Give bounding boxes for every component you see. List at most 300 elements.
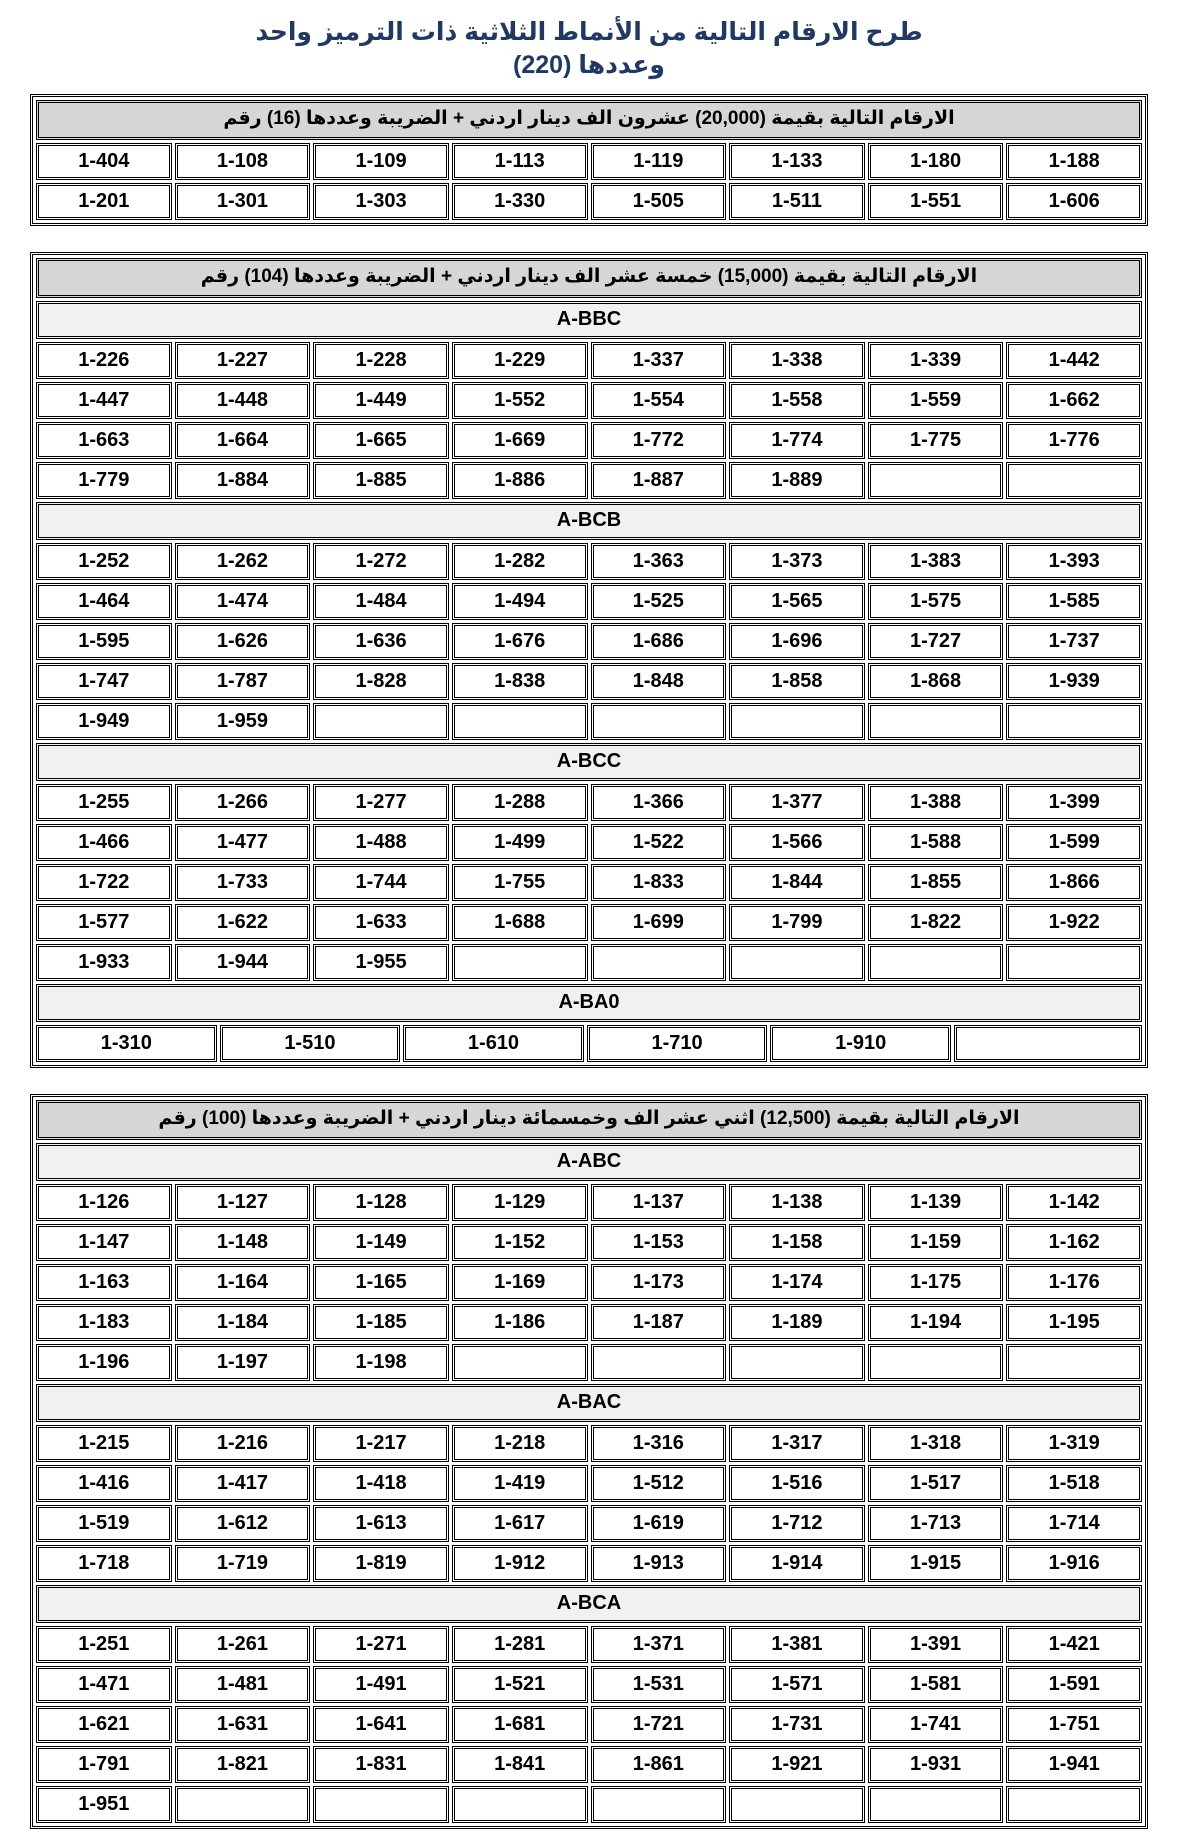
- number-cell[interactable]: 1-169: [452, 1264, 588, 1301]
- number-cell[interactable]: 1-108: [175, 143, 311, 180]
- price-section: [30, 252, 1148, 1068]
- number-grid: [36, 543, 1142, 740]
- table-row: [36, 944, 1142, 981]
- number-cell[interactable]: 1-152: [452, 1224, 588, 1261]
- number-cell[interactable]: 1-218: [452, 1425, 588, 1462]
- number-cell[interactable]: 1-330: [452, 183, 588, 220]
- number-cell[interactable]: 1-779: [36, 462, 172, 499]
- number-cell[interactable]: 1-319: [1006, 1425, 1142, 1462]
- number-cell[interactable]: 1-109: [313, 143, 449, 180]
- number-cell[interactable]: 1-838: [452, 663, 588, 700]
- number-cell[interactable]: 1-149: [313, 1224, 449, 1261]
- number-cell[interactable]: 1-889: [729, 462, 865, 499]
- number-cell[interactable]: 1-933: [36, 944, 172, 981]
- number-cell[interactable]: 1-727: [868, 623, 1004, 660]
- number-cell[interactable]: 1-464: [36, 583, 172, 620]
- number-cell[interactable]: 1-610: [403, 1025, 584, 1062]
- number-cell[interactable]: 1-153: [591, 1224, 727, 1261]
- number-cell[interactable]: 1-885: [313, 462, 449, 499]
- number-cell[interactable]: 1-819: [313, 1545, 449, 1582]
- number-cell[interactable]: 1-922: [1006, 904, 1142, 941]
- table-row: [36, 1425, 1142, 1462]
- number-cell-empty: [1006, 1344, 1142, 1381]
- number-cell[interactable]: 1-164: [175, 1264, 311, 1301]
- number-cell[interactable]: 1-139: [868, 1184, 1004, 1221]
- number-cell[interactable]: 1-822: [868, 904, 1004, 941]
- number-cell[interactable]: 1-373: [729, 543, 865, 580]
- number-cell-empty: [868, 944, 1004, 981]
- number-cell[interactable]: 1-442: [1006, 342, 1142, 379]
- page-title: [0, 0, 1178, 92]
- number-cell[interactable]: 1-855: [868, 864, 1004, 901]
- number-cell[interactable]: 1-127: [175, 1184, 311, 1221]
- number-cell-empty: [313, 1786, 449, 1823]
- number-cell-empty: [175, 1786, 311, 1823]
- number-cell[interactable]: 1-448: [175, 382, 311, 419]
- number-cell[interactable]: 1-774: [729, 422, 865, 459]
- table-row: [36, 1304, 1142, 1341]
- number-cell[interactable]: 1-281: [452, 1626, 588, 1663]
- number-cell[interactable]: 1-710: [587, 1025, 768, 1062]
- number-cell[interactable]: 1-631: [175, 1706, 311, 1743]
- number-cell[interactable]: 1-884: [175, 462, 311, 499]
- number-cell-empty: [729, 944, 865, 981]
- number-cell[interactable]: 1-913: [591, 1545, 727, 1582]
- price-section: [30, 94, 1148, 226]
- table-row: [36, 342, 1142, 379]
- table-row: [36, 1746, 1142, 1783]
- number-cell[interactable]: 1-916: [1006, 1545, 1142, 1582]
- table-row: [36, 1505, 1142, 1542]
- number-cell[interactable]: 1-266: [175, 784, 311, 821]
- number-cell[interactable]: 1-565: [729, 583, 865, 620]
- number-cell[interactable]: 1-316: [591, 1425, 727, 1462]
- table-row: [36, 382, 1142, 419]
- number-cell-empty: [868, 462, 1004, 499]
- number-cell[interactable]: 1-731: [729, 1706, 865, 1743]
- number-cell[interactable]: 1-622: [175, 904, 311, 941]
- table-row: [36, 663, 1142, 700]
- number-cell[interactable]: 1-831: [313, 1746, 449, 1783]
- number-cell[interactable]: 1-737: [1006, 623, 1142, 660]
- number-cell[interactable]: 1-261: [175, 1626, 311, 1663]
- table-row: [36, 1545, 1142, 1582]
- number-cell[interactable]: 1-636: [313, 623, 449, 660]
- table-row: [36, 904, 1142, 941]
- number-cell[interactable]: 1-142: [1006, 1184, 1142, 1221]
- number-cell[interactable]: 1-554: [591, 382, 727, 419]
- number-cell[interactable]: 1-198: [313, 1344, 449, 1381]
- number-cell[interactable]: 1-466: [36, 824, 172, 861]
- number-cell[interactable]: 1-747: [36, 663, 172, 700]
- number-cell[interactable]: 1-377: [729, 784, 865, 821]
- number-cell[interactable]: 1-722: [36, 864, 172, 901]
- number-grid: [36, 1626, 1142, 1823]
- table-row: [36, 543, 1142, 580]
- number-cell[interactable]: 1-591: [1006, 1666, 1142, 1703]
- number-cell[interactable]: 1-599: [1006, 824, 1142, 861]
- number-cell[interactable]: 1-915: [868, 1545, 1004, 1582]
- number-grid: [36, 342, 1142, 499]
- section-header: الارقام التالية بقيمة (12,500) اثني عشر الف وخمسمائة دينار اردني + الضريبة وعددها (100) رقم: [36, 1100, 1142, 1140]
- subsection-header: A-BAC: [36, 1384, 1142, 1422]
- number-cell-empty: [729, 1786, 865, 1823]
- number-cell[interactable]: 1-931: [868, 1746, 1004, 1783]
- number-cell[interactable]: 1-363: [591, 543, 727, 580]
- number-cell[interactable]: 1-558: [729, 382, 865, 419]
- number-cell[interactable]: 1-858: [729, 663, 865, 700]
- number-cell[interactable]: 1-912: [452, 1545, 588, 1582]
- number-cell[interactable]: 1-282: [452, 543, 588, 580]
- number-cell[interactable]: 1-185: [313, 1304, 449, 1341]
- number-cell-empty: [1006, 944, 1142, 981]
- number-cell[interactable]: 1-252: [36, 543, 172, 580]
- number-cell[interactable]: 1-228: [313, 342, 449, 379]
- number-cell[interactable]: 1-941: [1006, 1746, 1142, 1783]
- number-cell-empty: [729, 1344, 865, 1381]
- number-cell[interactable]: 1-585: [1006, 583, 1142, 620]
- number-cell[interactable]: 1-686: [591, 623, 727, 660]
- number-cell[interactable]: 1-303: [313, 183, 449, 220]
- number-cell[interactable]: 1-491: [313, 1666, 449, 1703]
- number-cell[interactable]: 1-741: [868, 1706, 1004, 1743]
- number-cell[interactable]: 1-216: [175, 1425, 311, 1462]
- number-cell-empty: [452, 1344, 588, 1381]
- number-cell[interactable]: 1-751: [1006, 1706, 1142, 1743]
- number-cell[interactable]: 1-755: [452, 864, 588, 901]
- number-cell[interactable]: 1-833: [591, 864, 727, 901]
- number-cell[interactable]: 1-696: [729, 623, 865, 660]
- number-cell-empty: [1006, 1786, 1142, 1823]
- number-cell[interactable]: 1-255: [36, 784, 172, 821]
- number-cell[interactable]: 1-505: [591, 183, 727, 220]
- number-cell[interactable]: 1-718: [36, 1545, 172, 1582]
- number-cell[interactable]: 1-421: [1006, 1626, 1142, 1663]
- number-cell[interactable]: 1-577: [36, 904, 172, 941]
- number-cell[interactable]: 1-477: [175, 824, 311, 861]
- table-row: [36, 864, 1142, 901]
- number-cell[interactable]: 1-949: [36, 703, 172, 740]
- number-cell[interactable]: 1-187: [591, 1304, 727, 1341]
- number-cell[interactable]: 1-188: [1006, 143, 1142, 180]
- number-cell-empty: [591, 944, 727, 981]
- number-cell[interactable]: 1-129: [452, 1184, 588, 1221]
- number-cell[interactable]: 1-551: [868, 183, 1004, 220]
- number-cell[interactable]: 1-511: [729, 183, 865, 220]
- number-cell[interactable]: 1-910: [770, 1025, 951, 1062]
- number-cell[interactable]: 1-383: [868, 543, 1004, 580]
- number-cell-empty: [591, 1344, 727, 1381]
- table-row: [36, 1344, 1142, 1381]
- table-row: [36, 1706, 1142, 1743]
- number-cell[interactable]: 1-113: [452, 143, 588, 180]
- number-grid: [36, 1025, 1142, 1062]
- number-cell[interactable]: 1-226: [36, 342, 172, 379]
- number-cell[interactable]: 1-521: [452, 1666, 588, 1703]
- number-cell[interactable]: 1-772: [591, 422, 727, 459]
- table-row: [36, 703, 1142, 740]
- table-row: [36, 143, 1142, 180]
- table-row: [36, 623, 1142, 660]
- number-cell[interactable]: 1-676: [452, 623, 588, 660]
- number-cell[interactable]: 1-626: [175, 623, 311, 660]
- number-cell[interactable]: 1-821: [175, 1746, 311, 1783]
- number-cell[interactable]: 1-581: [868, 1666, 1004, 1703]
- number-cell[interactable]: 1-951: [36, 1786, 172, 1823]
- number-cell[interactable]: 1-595: [36, 623, 172, 660]
- number-cell[interactable]: 1-133: [729, 143, 865, 180]
- number-cell[interactable]: 1-128: [313, 1184, 449, 1221]
- number-cell-empty: [452, 1786, 588, 1823]
- number-cell[interactable]: 1-419: [452, 1465, 588, 1502]
- number-cell[interactable]: 1-566: [729, 824, 865, 861]
- number-cell-empty: [954, 1025, 1142, 1062]
- number-cell[interactable]: 1-588: [868, 824, 1004, 861]
- subsection-header: A-BA0: [36, 984, 1142, 1022]
- number-cell[interactable]: 1-173: [591, 1264, 727, 1301]
- page-title-line1: طرح الارقام التالية من الأنماط الثلاثية ذات الترميز واحد: [255, 18, 923, 46]
- number-cell[interactable]: 1-669: [452, 422, 588, 459]
- number-cell[interactable]: 1-337: [591, 342, 727, 379]
- number-cell[interactable]: 1-371: [591, 1626, 727, 1663]
- number-cell-empty: [591, 703, 727, 740]
- number-cell[interactable]: 1-481: [175, 1666, 311, 1703]
- number-cell[interactable]: 1-617: [452, 1505, 588, 1542]
- number-cell[interactable]: 1-418: [313, 1465, 449, 1502]
- number-cell[interactable]: 1-621: [36, 1706, 172, 1743]
- number-cell[interactable]: 1-552: [452, 382, 588, 419]
- number-cell-empty: [452, 703, 588, 740]
- table-row: [36, 1786, 1142, 1823]
- number-cell[interactable]: 1-197: [175, 1344, 311, 1381]
- number-cell[interactable]: 1-186: [452, 1304, 588, 1341]
- number-cell[interactable]: 1-271: [313, 1626, 449, 1663]
- number-cell[interactable]: 1-215: [36, 1425, 172, 1462]
- number-cell[interactable]: 1-159: [868, 1224, 1004, 1261]
- subsection-header: A-ABC: [36, 1143, 1142, 1181]
- number-cell[interactable]: 1-447: [36, 382, 172, 419]
- number-cell-empty: [1006, 462, 1142, 499]
- number-cell-empty: [591, 1786, 727, 1823]
- number-cell[interactable]: 1-417: [175, 1465, 311, 1502]
- subsection-header: A-BCA: [36, 1585, 1142, 1623]
- table-row: [36, 583, 1142, 620]
- number-cell[interactable]: 1-163: [36, 1264, 172, 1301]
- number-cell[interactable]: 1-195: [1006, 1304, 1142, 1341]
- number-cell[interactable]: 1-518: [1006, 1465, 1142, 1502]
- table-row: [36, 1184, 1142, 1221]
- number-cell[interactable]: 1-184: [175, 1304, 311, 1341]
- number-cell[interactable]: 1-939: [1006, 663, 1142, 700]
- number-cell[interactable]: 1-516: [729, 1465, 865, 1502]
- number-cell[interactable]: 1-189: [729, 1304, 865, 1341]
- number-cell[interactable]: 1-713: [868, 1505, 1004, 1542]
- number-cell[interactable]: 1-138: [729, 1184, 865, 1221]
- number-cell[interactable]: 1-606: [1006, 183, 1142, 220]
- number-cell[interactable]: 1-174: [729, 1264, 865, 1301]
- table-row: [36, 1626, 1142, 1663]
- number-cell[interactable]: 1-488: [313, 824, 449, 861]
- number-cell[interactable]: 1-887: [591, 462, 727, 499]
- number-cell[interactable]: 1-744: [313, 864, 449, 901]
- number-cell[interactable]: 1-613: [313, 1505, 449, 1542]
- page-title-line2: وعددها (220): [513, 51, 665, 79]
- number-cell[interactable]: 1-512: [591, 1465, 727, 1502]
- number-cell-empty: [729, 703, 865, 740]
- subsection-header: A-BCB: [36, 502, 1142, 540]
- table-row: [36, 1224, 1142, 1261]
- number-cell[interactable]: 1-848: [591, 663, 727, 700]
- number-cell[interactable]: 1-664: [175, 422, 311, 459]
- number-cell[interactable]: 1-147: [36, 1224, 172, 1261]
- number-cell[interactable]: 1-525: [591, 583, 727, 620]
- number-cell[interactable]: 1-162: [1006, 1224, 1142, 1261]
- number-cell[interactable]: 1-339: [868, 342, 1004, 379]
- table-row: [36, 1666, 1142, 1703]
- number-cell[interactable]: 1-227: [175, 342, 311, 379]
- number-cell[interactable]: 1-388: [868, 784, 1004, 821]
- number-cell[interactable]: 1-663: [36, 422, 172, 459]
- number-cell-empty: [313, 703, 449, 740]
- number-cell-empty: [868, 703, 1004, 740]
- number-cell[interactable]: 1-494: [452, 583, 588, 620]
- number-cell[interactable]: 1-959: [175, 703, 311, 740]
- number-cell[interactable]: 1-317: [729, 1425, 865, 1462]
- number-cell[interactable]: 1-844: [729, 864, 865, 901]
- number-cell[interactable]: 1-399: [1006, 784, 1142, 821]
- number-cell[interactable]: 1-449: [313, 382, 449, 419]
- number-cell[interactable]: 1-519: [36, 1505, 172, 1542]
- number-cell[interactable]: 1-474: [175, 583, 311, 620]
- table-row: [36, 183, 1142, 220]
- number-cell[interactable]: 1-681: [452, 1706, 588, 1743]
- number-cell-empty: [868, 1786, 1004, 1823]
- number-cell[interactable]: 1-318: [868, 1425, 1004, 1462]
- number-cell[interactable]: 1-886: [452, 462, 588, 499]
- number-cell[interactable]: 1-776: [1006, 422, 1142, 459]
- number-cell[interactable]: 1-277: [313, 784, 449, 821]
- number-cell[interactable]: 1-393: [1006, 543, 1142, 580]
- number-cell[interactable]: 1-733: [175, 864, 311, 901]
- number-cell[interactable]: 1-612: [175, 1505, 311, 1542]
- number-cell[interactable]: 1-301: [175, 183, 311, 220]
- table-row: [36, 1025, 1142, 1062]
- number-cell[interactable]: 1-165: [313, 1264, 449, 1301]
- number-cell[interactable]: 1-251: [36, 1626, 172, 1663]
- number-cell[interactable]: 1-775: [868, 422, 1004, 459]
- number-grid: [36, 1425, 1142, 1582]
- number-cell[interactable]: 1-119: [591, 143, 727, 180]
- sections-container: [0, 94, 1178, 1829]
- number-cell[interactable]: 1-688: [452, 904, 588, 941]
- section-header: الارقام التالية بقيمة (20,000) عشرون الف دينار اردني + الضريبة وعددها (16) رقم: [36, 100, 1142, 140]
- number-cell[interactable]: 1-699: [591, 904, 727, 941]
- number-grid: [36, 143, 1142, 220]
- table-row: [36, 1264, 1142, 1301]
- number-cell[interactable]: 1-841: [452, 1746, 588, 1783]
- table-row: [36, 462, 1142, 499]
- number-cell[interactable]: 1-194: [868, 1304, 1004, 1341]
- number-cell[interactable]: 1-471: [36, 1666, 172, 1703]
- number-cell[interactable]: 1-712: [729, 1505, 865, 1542]
- section-header: الارقام التالية بقيمة (15,000) خمسة عشر الف دينار اردني + الضريبة وعددها (104) رقم: [36, 258, 1142, 298]
- number-cell[interactable]: 1-510: [220, 1025, 401, 1062]
- number-cell[interactable]: 1-183: [36, 1304, 172, 1341]
- number-cell[interactable]: 1-721: [591, 1706, 727, 1743]
- number-grid: [36, 784, 1142, 981]
- number-cell[interactable]: 1-484: [313, 583, 449, 620]
- number-cell[interactable]: 1-229: [452, 342, 588, 379]
- number-cell[interactable]: 1-262: [175, 543, 311, 580]
- number-cell[interactable]: 1-531: [591, 1666, 727, 1703]
- table-row: [36, 1465, 1142, 1502]
- number-cell[interactable]: 1-366: [591, 784, 727, 821]
- number-cell[interactable]: 1-272: [313, 543, 449, 580]
- number-cell[interactable]: 1-196: [36, 1344, 172, 1381]
- number-cell[interactable]: 1-861: [591, 1746, 727, 1783]
- number-cell[interactable]: 1-288: [452, 784, 588, 821]
- number-cell-empty: [452, 944, 588, 981]
- table-row: [36, 824, 1142, 861]
- number-cell[interactable]: 1-719: [175, 1545, 311, 1582]
- number-cell[interactable]: 1-944: [175, 944, 311, 981]
- number-cell[interactable]: 1-633: [313, 904, 449, 941]
- number-cell[interactable]: 1-868: [868, 663, 1004, 700]
- table-row: [36, 422, 1142, 459]
- number-cell[interactable]: 1-175: [868, 1264, 1004, 1301]
- table-row: [36, 784, 1142, 821]
- number-cell[interactable]: 1-416: [36, 1465, 172, 1502]
- number-cell[interactable]: 1-641: [313, 1706, 449, 1743]
- number-cell[interactable]: 1-828: [313, 663, 449, 700]
- number-cell[interactable]: 1-201: [36, 183, 172, 220]
- number-cell[interactable]: 1-517: [868, 1465, 1004, 1502]
- number-cell[interactable]: 1-799: [729, 904, 865, 941]
- number-grid: [36, 1184, 1142, 1381]
- number-cell[interactable]: 1-559: [868, 382, 1004, 419]
- number-cell[interactable]: 1-619: [591, 1505, 727, 1542]
- number-cell[interactable]: 1-791: [36, 1746, 172, 1783]
- number-cell[interactable]: 1-180: [868, 143, 1004, 180]
- number-cell[interactable]: 1-176: [1006, 1264, 1142, 1301]
- number-cell[interactable]: 1-338: [729, 342, 865, 379]
- number-cell[interactable]: 1-665: [313, 422, 449, 459]
- number-cell[interactable]: 1-866: [1006, 864, 1142, 901]
- subsection-header: A-BBC: [36, 301, 1142, 339]
- number-cell[interactable]: 1-662: [1006, 382, 1142, 419]
- number-cell[interactable]: 1-381: [729, 1626, 865, 1663]
- number-cell[interactable]: 1-148: [175, 1224, 311, 1261]
- number-cell[interactable]: 1-714: [1006, 1505, 1142, 1542]
- number-cell[interactable]: 1-571: [729, 1666, 865, 1703]
- number-cell[interactable]: 1-787: [175, 663, 311, 700]
- number-cell[interactable]: 1-137: [591, 1184, 727, 1221]
- number-cell[interactable]: 1-126: [36, 1184, 172, 1221]
- number-cell[interactable]: 1-955: [313, 944, 449, 981]
- number-cell[interactable]: 1-499: [452, 824, 588, 861]
- number-cell[interactable]: 1-217: [313, 1425, 449, 1462]
- number-cell[interactable]: 1-404: [36, 143, 172, 180]
- number-cell[interactable]: 1-158: [729, 1224, 865, 1261]
- number-cell-empty: [1006, 703, 1142, 740]
- price-section: [30, 1094, 1148, 1829]
- number-cell[interactable]: 1-914: [729, 1545, 865, 1582]
- number-cell[interactable]: 1-310: [36, 1025, 217, 1062]
- number-cell[interactable]: 1-391: [868, 1626, 1004, 1663]
- number-cell[interactable]: 1-921: [729, 1746, 865, 1783]
- number-cell[interactable]: 1-575: [868, 583, 1004, 620]
- number-cell[interactable]: 1-522: [591, 824, 727, 861]
